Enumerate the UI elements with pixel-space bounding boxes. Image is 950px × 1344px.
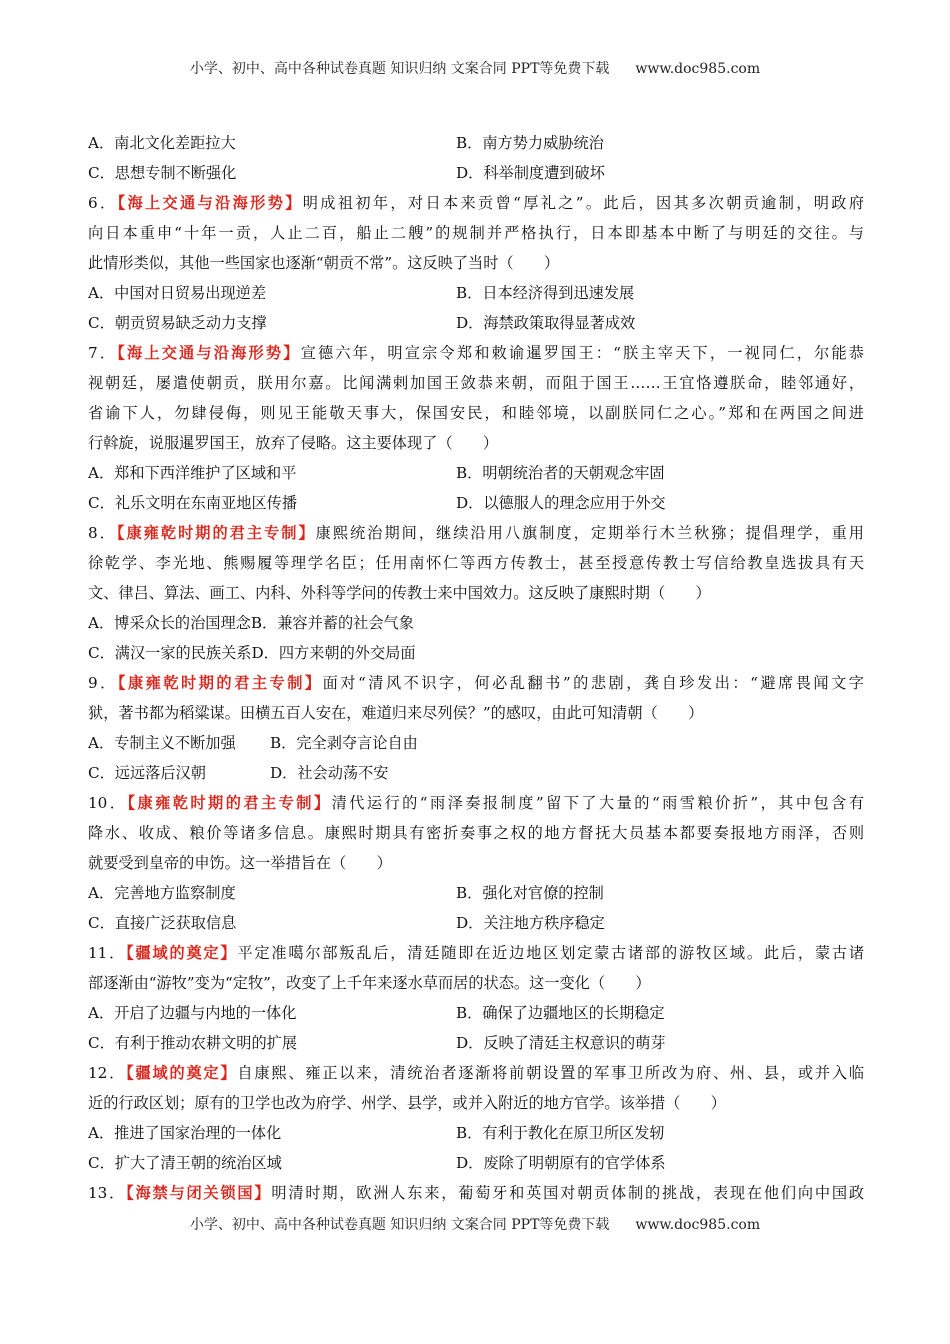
q6-option-c: C．朝贡贸易缺乏动力支撑 — [88, 314, 267, 332]
q6-stem-line-1 — [88, 188, 864, 218]
q12-option-a: A．推进了国家治理的一体化 — [88, 1124, 282, 1142]
q5-option-c: C．思想专制不断强化 — [88, 164, 237, 182]
q5-option-b: B．南方势力威胁统治 — [456, 134, 604, 152]
q8-option-a: A．博采众长的治国理念 — [88, 614, 251, 632]
q9-stem-line-2: 狱，著书都为稻粱谋。田横五百人安在，难道归来尽列侯？”的感叹，由此可知清朝（ ） — [88, 704, 704, 722]
question-content — [88, 128, 864, 1208]
q5-option-d: D．科举制度遭到破坏 — [456, 164, 605, 182]
q11-stem-line-1 — [88, 938, 864, 968]
q10-option-c: C．直接广泛获取信息 — [88, 914, 237, 932]
header-url[interactable]: www.doc985.com — [635, 61, 761, 77]
header-text: 小学、初中、高中各种试卷真题 知识归纳 文案合同 PPT等免费下载 — [189, 61, 610, 77]
q11-stem-line-2: 部逐渐由“游牧”变为“定牧”，改变了上千年来逐水草而居的状态。这一变化（ ） — [88, 974, 651, 992]
q6-topic-tag: 【海上交通与沿海形势】 — [117, 194, 303, 212]
q10-stem-line-1 — [88, 788, 864, 818]
q9-option-d: D．社会动荡不安 — [270, 764, 389, 782]
q9-topic-tag: 【康雍乾时期的君主专制】 — [117, 674, 323, 692]
q9-option-b: B．完全剥夺言论自由 — [270, 734, 418, 752]
q12-option-b: B．有利于教化在原卫所区发轫 — [456, 1124, 665, 1142]
q8-stem-line-2: 徐乾学、李光地、熊赐履等理学名臣；任用南怀仁等西方传教士，甚至授意传教士写信给教皇选拔具有天 — [88, 554, 864, 572]
q9-number: 9． — [88, 674, 118, 692]
q11-options-row-2 — [88, 1028, 864, 1058]
q10-stem-line-3: 就要受到皇帝的申饬。这一举措旨在（ ） — [88, 854, 392, 872]
q9-options-row-1 — [88, 728, 864, 758]
page-footer — [0, 1214, 950, 1234]
q5-option-a: A．南北文化差距拉大 — [88, 134, 236, 152]
q8-topic-tag: 【康雍乾时期的君主专制】 — [116, 524, 316, 542]
q5-options-row-1 — [88, 128, 864, 158]
q8-option-c: C．满汉一家的民族关系 — [88, 644, 252, 662]
q5-options-row-2 — [88, 158, 864, 188]
q10-options-row-2 — [88, 908, 864, 938]
q10-option-d: D．关注地方秩序稳定 — [456, 914, 605, 932]
q11-option-c: C．有利于推动农耕文明的扩展 — [88, 1034, 298, 1052]
q7-option-b: B．明朝统治者的天朝观念牢固 — [456, 464, 665, 482]
q10-option-b: B．强化对官僚的控制 — [456, 884, 604, 902]
q12-option-d: D．废除了明朝原有的官学体系 — [456, 1154, 666, 1172]
q10-topic-tag: 【康雍乾时期的君主专制】 — [127, 794, 332, 812]
q7-stem-line-2: 视朝廷，屡遣使朝贡，朕用尔嘉。比闻满剌加国王敛恭来朝，而阻于国王……王宜恪遵朕命，睦邻通好， — [88, 374, 864, 392]
q11-option-a: A．开启了边疆与内地的一体化 — [88, 1004, 297, 1022]
q9-option-a: A．专制主义不断加强 — [88, 734, 236, 752]
q8-options-row-1 — [88, 608, 864, 638]
q9-options-row-2 — [88, 758, 864, 788]
q7-stem-line-1 — [88, 338, 864, 368]
q6-stem-line-2: 向日本重申“十年一贡，人止二百，船止二艘”的规制并严格执行，日本即基本中断了与明廷的交往。与 — [88, 224, 864, 242]
q7-option-a: A．郑和下西洋维护了区域和平 — [88, 464, 297, 482]
q9-stem-line-1 — [88, 668, 864, 698]
q12-options-row-1 — [88, 1118, 864, 1148]
q6-options-row-1 — [88, 278, 864, 308]
q7-options-row-2 — [88, 488, 864, 518]
q8-stem-line-3: 文、律吕、算法、画工、内科、外科等学问的传教士来中国效力。这反映了康熙时期（ ） — [88, 584, 711, 602]
footer-url[interactable]: www.doc985.com — [635, 1217, 761, 1233]
q10-number: 10． — [88, 794, 128, 812]
q6-option-b: B．日本经济得到迅速发展 — [456, 284, 635, 302]
q8-stem-line-1 — [88, 518, 864, 548]
q11-options-row-1 — [88, 998, 864, 1028]
q6-number: 6． — [88, 194, 118, 212]
q13-text-1: 明清时期，欧洲人东来，葡萄牙和英国对朝贡体制的挑战，表现在他们向中国政 — [271, 1184, 864, 1202]
q11-option-b: B．确保了边疆地区的长期稳定 — [456, 1004, 665, 1022]
q12-option-c: C．扩大了清王朝的统治区域 — [88, 1154, 282, 1172]
footer-text: 小学、初中、高中各种试卷真题 知识归纳 文案合同 PPT等免费下载 — [189, 1217, 610, 1233]
q7-option-c: C．礼乐文明在东南亚地区传播 — [88, 494, 298, 512]
q12-text-1: 自康熙、雍正以来，清统治者逐渐将前朝设置的军事卫所改为府、州、县，或并入临 — [237, 1064, 864, 1082]
q7-text-1: 宣德六年，明宣宗令郑和敕谕暹罗国王：“朕主宰天下，一视同仁，尔能恭 — [300, 344, 864, 362]
q7-option-d: D．以德服人的理念应用于外交 — [456, 494, 666, 512]
q6-stem-line-3: 此情形类似，其他一些国家也逐渐“朝贡不常”。这反映了当时（ ） — [88, 254, 560, 272]
q9-text-1: 面对“清风不识字，何必乱翻书”的悲剧，龚自珍发出：“避席畏闻文字 — [322, 674, 864, 692]
q12-number: 12． — [88, 1064, 127, 1082]
q9-option-c: C．远远落后汉朝 — [88, 764, 206, 782]
q8-option-b: B．兼容并蓄的社会气象 — [250, 614, 414, 632]
q7-stem-line-4: 行斡旋，说服暹罗国王，放弃了侵略。这主要体现了（ ） — [88, 434, 499, 452]
q7-topic-tag: 【海上交通与沿海形势】 — [117, 344, 301, 362]
q13-topic-tag: 【海禁与闭关锁国】 — [126, 1184, 272, 1202]
page-header — [0, 58, 950, 78]
q8-options-row-2 — [88, 638, 864, 668]
q7-options-row-1 — [88, 458, 864, 488]
q11-topic-tag: 【疆域的奠定】 — [126, 944, 238, 962]
q11-number: 11． — [88, 944, 127, 962]
q7-number: 7． — [88, 344, 118, 362]
q11-text-1: 平定准噶尔部叛乱后，清廷随即在近边地区划定蒙古诸部的游牧区域。此后，蒙古诸 — [237, 944, 864, 962]
q10-option-a: A．完善地方监察制度 — [88, 884, 236, 902]
q12-options-row-2 — [88, 1148, 864, 1178]
q12-stem-line-1 — [88, 1058, 864, 1088]
q11-option-d: D．反映了清廷主权意识的萌芽 — [456, 1034, 666, 1052]
q6-text-1: 明成祖初年，对日本来贡曾“厚礼之”。此后，因其多次朝贡逾制，明政府 — [302, 194, 864, 212]
q6-option-d: D．海禁政策取得显著成效 — [456, 314, 636, 332]
q8-text-1: 康熙统治期间，继续沿用八旗制度，定期举行木兰秋猕；提倡理学，重用 — [315, 524, 864, 542]
q12-stem-line-2: 近的行政区划；原有的卫学也改为府学、州学、县学，或并入附近的地方官学。该举措（ ） — [88, 1094, 726, 1112]
q6-options-row-2 — [88, 308, 864, 338]
q13-stem-line-1 — [88, 1178, 864, 1208]
q7-stem-line-3: 省谕下人，勿肆侵侮，则见王能敬天事大，保国安民，和睦邻境，以副朕同仁之心。”郑和在两国之间进 — [88, 404, 864, 422]
q10-stem-line-2: 降水、收成、粮价等诸多信息。康熙时期具有密折奏事之权的地方督抚大员基本都要奏报地方雨泽，否则 — [88, 824, 864, 842]
q10-options-row-1 — [88, 878, 864, 908]
q6-option-a: A．中国对日贸易出现逆差 — [88, 284, 267, 302]
q8-number: 8． — [88, 524, 117, 542]
q13-number: 13． — [88, 1184, 127, 1202]
q8-option-d: D．四方来朝的外交局面 — [251, 644, 416, 662]
q12-topic-tag: 【疆域的奠定】 — [126, 1064, 238, 1082]
q10-text-1: 清代运行的“雨泽奏报制度”留下了大量的“雨雪粮价折”，其中包含有 — [331, 794, 864, 812]
